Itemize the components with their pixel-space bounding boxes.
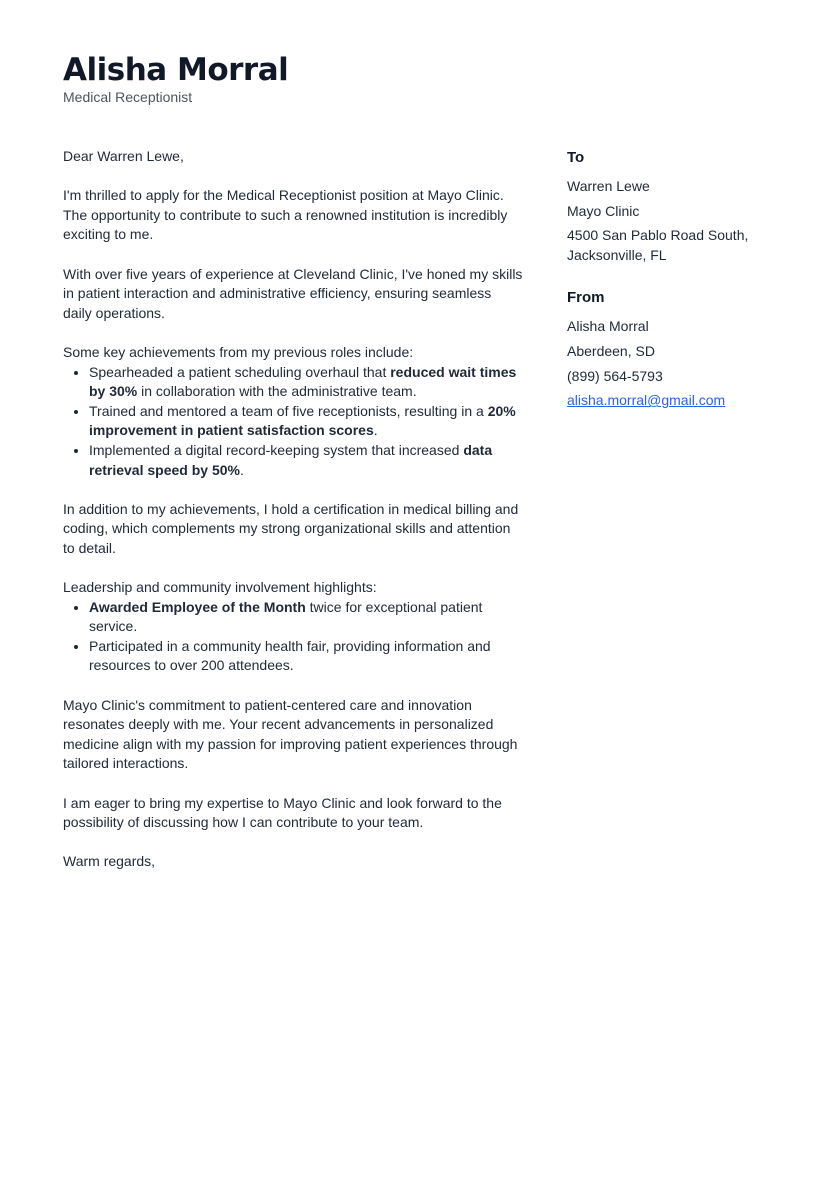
sender-phone: (899) 564-5793 (567, 367, 663, 384)
sender-email-link[interactable]: alisha.morral@gmail.com (567, 392, 726, 409)
paragraph-closing: I am eager to bring my expertise to Mayo Clinic and look forward to the possibility of discussing how I can contribute to your team. (63, 794, 502, 831)
list-item: • Implemented a digital record-keeping system that increased data retrieval speed by 50%. (89, 441, 523, 480)
sender-contact-name: Alisha Morral (567, 318, 649, 335)
contact-sidebar (567, 147, 797, 433)
sender-heading: From (567, 289, 605, 307)
paragraph-motivation: Mayo Clinic's commitment to patient-centered care and innovation resonates deeply with me. Your recent advancements in personalized medicine align with my passion for improving patient experiences through tailored interactions. (63, 696, 518, 772)
sender-block (567, 287, 797, 410)
sign-off: Warm regards, (63, 853, 156, 870)
letter-header (63, 52, 288, 106)
leadership-list (63, 598, 523, 676)
recipient-address: 4500 San Pablo Road South, Jacksonville, FL (567, 227, 749, 263)
paragraph-experience: With over five years of experience at Cleveland Clinic, I've honed my skills in patient interaction and administrative efficiency, ensuring seamless daily operations. (63, 265, 523, 321)
sender-location: Aberdeen, SD (567, 342, 655, 359)
list-item: • Awarded Employee of the Month twice for exceptional patient service. (89, 598, 523, 637)
list-item: • Trained and mentored a team of five receptionists, resulting in a 20% improvement in patient satisfaction scores. (89, 402, 523, 441)
recipient-company: Mayo Clinic (567, 202, 640, 219)
paragraph-certification: In addition to my achievements, I hold a certification in medical billing and coding, which complements my strong organizational skills and attention to detail. (63, 500, 519, 556)
leadership-intro: Leadership and community involvement highlights: (63, 579, 377, 596)
letter-body (63, 147, 523, 892)
list-item: • Participated in a community health fair, providing information and resources to over 200 attendees. (89, 637, 523, 676)
sender-name: Alisha Morral (63, 52, 289, 88)
achievements-list (63, 363, 523, 481)
greeting: Dear Warren Lewe, (63, 148, 184, 164)
achievements-intro: Some key achievements from my previous roles include: (63, 343, 414, 360)
paragraph-intro: I'm thrilled to apply for the Medical Receptionist position at Mayo Clinic. The opportunity to contribute to such a renowned institution is incredibly exciting to me. (63, 187, 508, 243)
recipient-name: Warren Lewe (567, 178, 650, 194)
sender-title: Medical Receptionist (63, 89, 193, 105)
recipient-heading: To (567, 149, 585, 166)
list-item: • Spearheaded a patient scheduling overhaul that reduced wait times by 30% in collaboration with the administrative team. (89, 363, 523, 402)
recipient-block (567, 147, 797, 265)
